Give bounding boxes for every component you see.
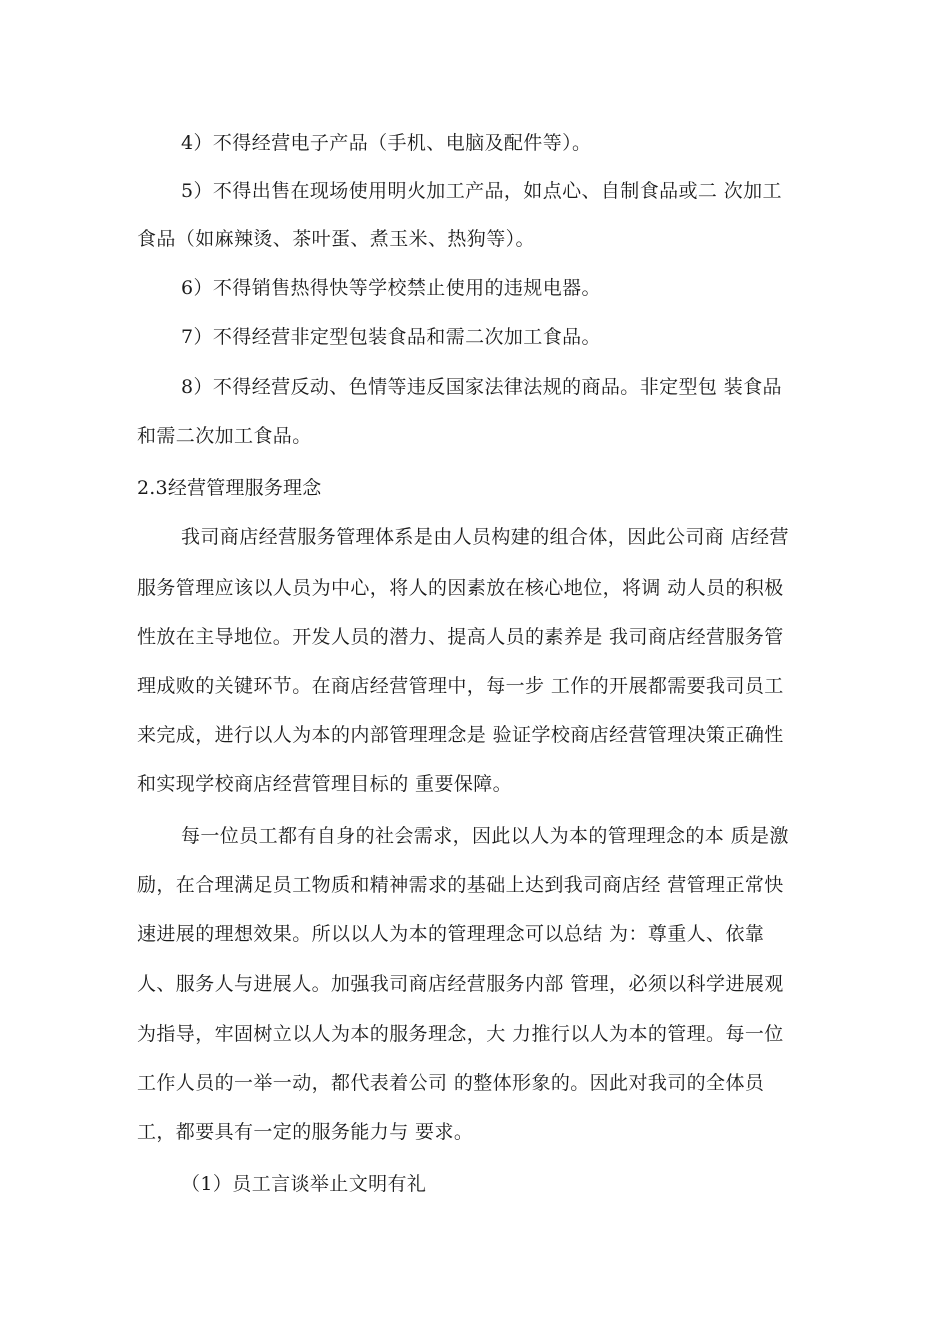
text-line: 和需二次加工食品。 [137,425,312,447]
text-line: 励，在合理满足员工物质和精神需求的基础上达到我司商店经 营管理正常快 [137,874,784,896]
text-line: 来完成，进行以人为本的内部管理理念是 验证学校商店经营管理决策正确性 [137,724,784,746]
text-line: 服务管理应该以人员为中心，将人的因素放在核心地位，将调 动人员的积极 [137,577,784,599]
text-line: 5）不得出售在现场使用明火加工产品，如点心、自制食品或二 次加工 [181,180,782,202]
text-line: 我司商店经营服务管理体系是由人员构建的组合体，因此公司商 店经营 [181,526,789,548]
text-line: 工作人员的一举一动，都代表着公司 的整体形象的。因此对我司的全体员 [137,1072,765,1094]
text-line: 人、服务人与进展人。加强我司商店经营服务内部 管理，必须以科学进展观 [137,973,784,995]
text-line: 食品（如麻辣烫、茶叶蛋、煮玉米、热狗等）。 [137,228,535,250]
list-item-heading: （1）员工言谈举止文明有礼 [181,1173,427,1195]
section-heading: 2.3经营管理服务理念 [137,477,322,499]
text-line: 为指导，牢固树立以人为本的服务理念，大 力推行以人为本的管理。每一位 [137,1023,784,1045]
text-line: 性放在主导地位。开发人员的潜力、提高人员的素养是 我司商店经营服务管 [137,626,784,648]
text-line: 工，都要具有一定的服务能力与 要求。 [137,1121,474,1143]
text-line: 4）不得经营电子产品（手机、电脑及配件等）。 [181,132,592,154]
text-line: 和实现学校商店经营管理目标的 重要保障。 [137,773,513,795]
text-line: 理成败的关键环节。在商店经营管理中，每一步 工作的开展都需要我司员工 [137,675,784,697]
text-line: 7）不得经营非定型包装食品和需二次加工食品。 [181,326,601,348]
text-line: 速进展的理想效果。所以以人为本的管理理念可以总结 为：尊重人、依靠 [137,923,765,945]
text-line: 每一位员工都有自身的社会需求，因此以人为本的管理理念的本 质是激 [181,825,789,847]
text-line: 8）不得经营反动、色情等违反国家法律法规的商品。非定型包 装食品 [181,376,782,398]
text-line: 6）不得销售热得快等学校禁止使用的违规电器。 [181,277,601,299]
